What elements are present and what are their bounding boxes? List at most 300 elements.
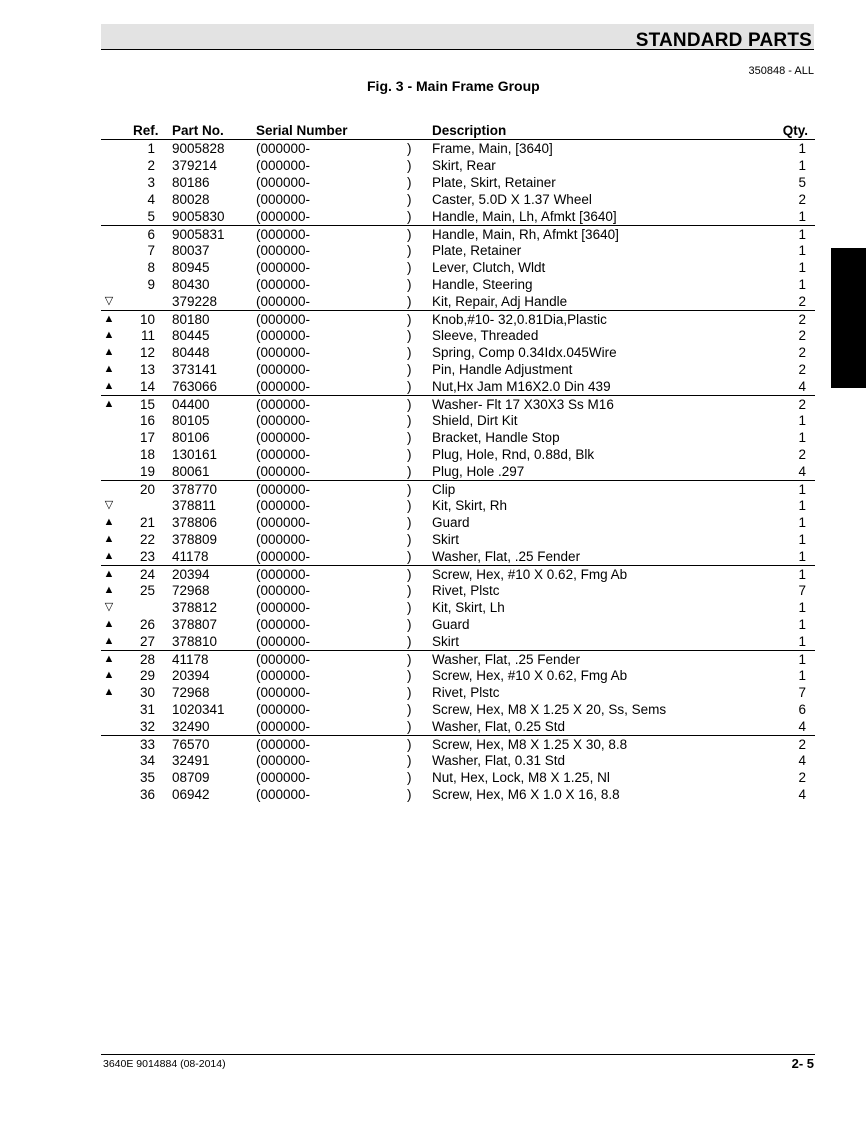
table-row <box>101 735 815 752</box>
row-ref: 17 <box>139 430 155 445</box>
row-quantity: 1 <box>798 515 806 530</box>
row-quantity: 5 <box>798 175 806 190</box>
row-quantity: 1 <box>798 277 806 292</box>
row-quantity: 6 <box>798 702 806 717</box>
row-part-number: 80180 <box>172 312 210 327</box>
row-quantity: 2 <box>798 362 806 377</box>
table-row <box>101 140 815 157</box>
col-desc-header: Description <box>432 123 507 138</box>
row-serial-close: ) <box>407 328 412 343</box>
row-part-number: 80105 <box>172 413 210 428</box>
row-serial-number: (000000- <box>256 277 311 292</box>
table-row <box>101 344 815 361</box>
row-serial-number: (000000- <box>256 312 311 327</box>
row-quantity: 1 <box>798 668 806 683</box>
model-number: 350848 - ALL <box>748 65 814 77</box>
row-part-number: 9005828 <box>172 141 225 156</box>
row-marker: ▲ <box>103 398 115 410</box>
row-ref: 2 <box>147 158 155 173</box>
table-row <box>101 276 815 293</box>
row-description: Plate, Retainer <box>432 243 522 258</box>
table-row <box>101 395 815 412</box>
row-serial-close: ) <box>407 260 412 275</box>
row-ref: 34 <box>139 753 155 768</box>
row-part-number: 20394 <box>172 567 210 582</box>
row-serial-number: (000000- <box>256 328 311 343</box>
row-quantity: 1 <box>798 652 806 667</box>
row-part-number: 378812 <box>172 600 218 615</box>
row-serial-close: ) <box>407 567 412 582</box>
row-marker: ▲ <box>103 550 115 562</box>
row-description: Nut, Hex, Lock, M8 X 1.25, Nl <box>432 770 610 785</box>
row-ref: 14 <box>139 379 155 394</box>
row-serial-number: (000000- <box>256 583 311 598</box>
table-row <box>101 531 815 548</box>
row-part-number: 76570 <box>172 737 210 752</box>
table-row <box>101 174 815 191</box>
row-serial-close: ) <box>407 379 412 394</box>
row-serial-number: (000000- <box>256 702 311 717</box>
row-quantity: 1 <box>798 634 806 649</box>
row-ref: 13 <box>139 362 155 377</box>
table-row <box>101 786 815 803</box>
row-marker: ▲ <box>103 584 115 596</box>
row-ref: 26 <box>139 617 155 632</box>
row-serial-number: (000000- <box>256 209 311 224</box>
row-ref: 23 <box>139 549 155 564</box>
row-marker: ▲ <box>103 568 115 580</box>
row-serial-close: ) <box>407 158 412 173</box>
row-serial-close: ) <box>407 227 412 242</box>
row-marker: ▲ <box>103 618 115 630</box>
row-marker: ▽ <box>104 295 114 307</box>
row-serial-number: (000000- <box>256 482 311 497</box>
row-serial-close: ) <box>407 413 412 428</box>
row-quantity: 1 <box>798 243 806 258</box>
row-serial-number: (000000- <box>256 549 311 564</box>
row-marker: ▲ <box>103 363 115 375</box>
parts-table <box>101 122 815 803</box>
row-quantity: 1 <box>798 227 806 242</box>
row-serial-close: ) <box>407 243 412 258</box>
row-part-number: 04400 <box>172 397 210 412</box>
row-serial-close: ) <box>407 549 412 564</box>
row-serial-close: ) <box>407 532 412 547</box>
row-quantity: 2 <box>798 312 806 327</box>
row-serial-number: (000000- <box>256 532 311 547</box>
row-quantity: 1 <box>798 413 806 428</box>
row-ref: 35 <box>139 770 155 785</box>
row-description: Pin, Handle Adjustment <box>432 362 573 377</box>
row-serial-close: ) <box>407 192 412 207</box>
row-serial-number: (000000- <box>256 464 311 479</box>
table-row <box>101 429 815 446</box>
row-quantity: 1 <box>798 600 806 615</box>
row-quantity: 1 <box>798 482 806 497</box>
row-marker: ▲ <box>103 669 115 681</box>
row-description: Washer- Flt 17 X30X3 Ss M16 <box>432 397 614 412</box>
row-quantity: 7 <box>798 583 806 598</box>
row-part-number: 72968 <box>172 583 210 598</box>
row-quantity: 2 <box>798 737 806 752</box>
row-ref: 20 <box>139 482 155 497</box>
table-row <box>101 225 815 242</box>
row-serial-number: (000000- <box>256 447 311 462</box>
row-description: Washer, Flat, 0.25 Std <box>432 719 566 734</box>
row-part-number: 32491 <box>172 753 210 768</box>
table-row <box>101 752 815 769</box>
row-serial-number: (000000- <box>256 634 311 649</box>
row-serial-close: ) <box>407 312 412 327</box>
row-ref: 9 <box>147 277 155 292</box>
page-number: 2- 5 <box>791 1056 814 1071</box>
row-ref: 8 <box>147 260 155 275</box>
row-serial-close: ) <box>407 668 412 683</box>
row-marker: ▲ <box>103 516 115 528</box>
row-serial-number: (000000- <box>256 719 311 734</box>
row-part-number: 06942 <box>172 787 210 802</box>
row-marker: ▲ <box>103 653 115 665</box>
row-serial-number: (000000- <box>256 397 311 412</box>
row-description: Kit, Skirt, Lh <box>432 600 505 615</box>
row-description: Guard <box>432 617 470 632</box>
row-description: Plug, Hole .297 <box>432 464 525 479</box>
row-part-number: 08709 <box>172 770 210 785</box>
row-serial-close: ) <box>407 600 412 615</box>
row-quantity: 7 <box>798 685 806 700</box>
row-description: Frame, Main, [3640] <box>432 141 553 156</box>
row-serial-close: ) <box>407 464 412 479</box>
section-tab-marker <box>831 248 866 388</box>
row-ref: 12 <box>139 345 155 360</box>
row-marker: ▽ <box>104 601 114 613</box>
row-part-number: 80430 <box>172 277 210 292</box>
row-serial-number: (000000- <box>256 362 311 377</box>
row-description: Skirt <box>432 532 459 547</box>
row-serial-close: ) <box>407 515 412 530</box>
table-row <box>101 378 815 395</box>
row-description: Caster, 5.0D X 1.37 Wheel <box>432 192 592 207</box>
row-serial-close: ) <box>407 482 412 497</box>
row-serial-close: ) <box>407 209 412 224</box>
row-description: Screw, Hex, M8 X 1.25 X 30, 8.8 <box>432 737 628 752</box>
row-ref: 3 <box>147 175 155 190</box>
row-serial-number: (000000- <box>256 158 311 173</box>
row-serial-number: (000000- <box>256 753 311 768</box>
table-row <box>101 327 815 344</box>
row-ref: 7 <box>147 243 155 258</box>
table-row <box>101 667 815 684</box>
row-quantity: 2 <box>798 192 806 207</box>
row-part-number: 72968 <box>172 685 210 700</box>
row-ref: 25 <box>139 583 155 598</box>
row-marker: ▲ <box>103 313 115 325</box>
row-description: Skirt <box>432 634 459 649</box>
row-part-number: 32490 <box>172 719 210 734</box>
table-row <box>101 548 815 565</box>
table-row <box>101 463 815 480</box>
row-ref: 32 <box>139 719 155 734</box>
row-serial-close: ) <box>407 345 412 360</box>
row-quantity: 4 <box>798 753 806 768</box>
row-part-number: 80445 <box>172 328 210 343</box>
row-quantity: 2 <box>798 770 806 785</box>
row-description: Rivet, Plstc <box>432 685 500 700</box>
table-row <box>101 310 815 327</box>
row-marker: ▲ <box>103 686 115 698</box>
row-quantity: 2 <box>798 328 806 343</box>
table-row <box>101 412 815 429</box>
table-row <box>101 769 815 786</box>
row-ref: 31 <box>139 702 155 717</box>
row-serial-close: ) <box>407 583 412 598</box>
row-ref: 15 <box>139 397 155 412</box>
row-ref: 5 <box>147 209 155 224</box>
section-title: STANDARD PARTS <box>635 30 812 51</box>
row-serial-number: (000000- <box>256 652 311 667</box>
row-quantity: 1 <box>798 141 806 156</box>
row-quantity: 2 <box>798 397 806 412</box>
row-serial-close: ) <box>407 702 412 717</box>
table-row <box>101 293 815 310</box>
table-row <box>101 684 815 701</box>
row-quantity: 1 <box>798 617 806 632</box>
row-serial-number: (000000- <box>256 737 311 752</box>
row-part-number: 378770 <box>172 482 218 497</box>
row-quantity: 4 <box>798 379 806 394</box>
row-serial-close: ) <box>407 737 412 752</box>
row-ref: 30 <box>139 685 155 700</box>
row-serial-close: ) <box>407 719 412 734</box>
table-row <box>101 480 815 497</box>
row-serial-close: ) <box>407 753 412 768</box>
row-quantity: 2 <box>798 345 806 360</box>
row-quantity: 1 <box>798 532 806 547</box>
row-ref: 22 <box>139 532 155 547</box>
row-marker: ▲ <box>103 329 115 341</box>
table-row <box>101 718 815 735</box>
table-row <box>101 565 815 582</box>
row-description: Shield, Dirt Kit <box>432 413 518 428</box>
row-part-number: 378811 <box>172 498 217 513</box>
row-part-number: 379228 <box>172 294 218 309</box>
row-quantity: 1 <box>798 498 806 513</box>
row-description: Handle, Main, Lh, Afmkt [3640] <box>432 209 617 224</box>
row-serial-close: ) <box>407 498 412 513</box>
row-serial-number: (000000- <box>256 413 311 428</box>
row-part-number: 763066 <box>172 379 218 394</box>
row-serial-number: (000000- <box>256 243 311 258</box>
row-description: Guard <box>432 515 470 530</box>
row-serial-number: (000000- <box>256 192 311 207</box>
row-ref: 18 <box>139 447 155 462</box>
row-serial-close: ) <box>407 277 412 292</box>
row-serial-number: (000000- <box>256 345 311 360</box>
row-part-number: 41178 <box>172 549 209 564</box>
row-part-number: 80448 <box>172 345 210 360</box>
row-serial-close: ) <box>407 770 412 785</box>
row-ref: 27 <box>139 634 155 649</box>
row-serial-number: (000000- <box>256 294 311 309</box>
row-marker: ▽ <box>104 499 114 511</box>
row-serial-number: (000000- <box>256 430 311 445</box>
footer-rule <box>101 1054 815 1055</box>
row-quantity: 1 <box>798 549 806 564</box>
row-serial-number: (000000- <box>256 175 311 190</box>
row-ref: 4 <box>147 192 155 207</box>
row-part-number: 20394 <box>172 668 210 683</box>
row-quantity: 2 <box>798 447 806 462</box>
row-part-number: 80028 <box>172 192 210 207</box>
table-header <box>101 122 815 140</box>
row-serial-number: (000000- <box>256 567 311 582</box>
row-ref: 11 <box>140 328 155 343</box>
row-marker: ▲ <box>103 635 115 647</box>
row-description: Rivet, Plstc <box>432 583 500 598</box>
row-serial-close: ) <box>407 397 412 412</box>
row-description: Handle, Steering <box>432 277 533 292</box>
row-part-number: 9005831 <box>172 227 225 242</box>
row-quantity: 4 <box>798 464 806 479</box>
table-row <box>101 497 815 514</box>
table-row <box>101 650 815 667</box>
col-ref-header: Ref. <box>133 123 159 138</box>
row-ref: 21 <box>139 515 155 530</box>
row-part-number: 80186 <box>172 175 210 190</box>
row-serial-number: (000000- <box>256 515 311 530</box>
row-part-number: 80945 <box>172 260 210 275</box>
row-part-number: 80106 <box>172 430 210 445</box>
row-part-number: 379214 <box>172 158 218 173</box>
row-quantity: 4 <box>798 787 806 802</box>
row-serial-close: ) <box>407 787 412 802</box>
row-serial-number: (000000- <box>256 498 311 513</box>
table-row <box>101 701 815 718</box>
table-row <box>101 446 815 463</box>
table-row <box>101 191 815 208</box>
row-ref: 36 <box>139 787 155 802</box>
row-description: Lever, Clutch, Wldt <box>432 260 546 275</box>
row-quantity: 1 <box>798 567 806 582</box>
row-quantity: 1 <box>798 430 806 445</box>
table-row <box>101 616 815 633</box>
row-serial-number: (000000- <box>256 787 311 802</box>
row-part-number: 130161 <box>172 447 218 462</box>
row-description: Sleeve, Threaded <box>432 328 539 343</box>
row-serial-number: (000000- <box>256 617 311 632</box>
row-part-number: 80037 <box>172 243 210 258</box>
row-serial-number: (000000- <box>256 600 311 615</box>
table-row <box>101 242 815 259</box>
row-description: Washer, Flat, .25 Fender <box>432 652 581 667</box>
row-quantity: 1 <box>798 209 806 224</box>
row-description: Kit, Repair, Adj Handle <box>432 294 568 309</box>
row-serial-number: (000000- <box>256 668 311 683</box>
row-description: Clip <box>432 482 456 497</box>
table-row <box>101 361 815 378</box>
row-part-number: 373141 <box>172 362 218 377</box>
row-description: Skirt, Rear <box>432 158 496 173</box>
row-description: Plug, Hole, Rnd, 0.88d, Blk <box>432 447 595 462</box>
row-serial-number: (000000- <box>256 227 311 242</box>
table-row <box>101 582 815 599</box>
row-quantity: 1 <box>798 158 806 173</box>
row-part-number: 1020341 <box>172 702 225 717</box>
row-part-number: 80061 <box>172 464 210 479</box>
row-serial-number: (000000- <box>256 260 311 275</box>
row-ref: 16 <box>139 413 155 428</box>
col-serial-header: Serial Number <box>256 123 348 138</box>
table-row <box>101 633 815 650</box>
row-serial-number: (000000- <box>256 141 311 156</box>
row-serial-close: ) <box>407 447 412 462</box>
col-part-header: Part No. <box>172 123 224 138</box>
row-serial-number: (000000- <box>256 379 311 394</box>
row-part-number: 378807 <box>172 617 218 632</box>
row-serial-close: ) <box>407 430 412 445</box>
table-row <box>101 157 815 174</box>
row-description: Kit, Skirt, Rh <box>432 498 508 513</box>
row-marker: ▲ <box>103 346 115 358</box>
row-description: Washer, Flat, .25 Fender <box>432 549 581 564</box>
table-row <box>101 599 815 616</box>
row-marker: ▲ <box>103 380 115 392</box>
row-ref: 29 <box>139 668 155 683</box>
row-description: Nut,Hx Jam M16X2.0 Din 439 <box>432 379 611 394</box>
row-description: Spring, Comp 0.34Idx.045Wire <box>432 345 617 360</box>
row-part-number: 378806 <box>172 515 218 530</box>
row-quantity: 2 <box>798 294 806 309</box>
row-ref: 28 <box>139 652 155 667</box>
row-serial-close: ) <box>407 617 412 632</box>
row-serial-number: (000000- <box>256 770 311 785</box>
row-serial-close: ) <box>407 634 412 649</box>
row-quantity: 4 <box>798 719 806 734</box>
row-serial-number: (000000- <box>256 685 311 700</box>
row-ref: 19 <box>139 464 155 479</box>
row-description: Screw, Hex, #10 X 0.62, Fmg Ab <box>432 567 628 582</box>
table-row <box>101 514 815 531</box>
row-serial-close: ) <box>407 362 412 377</box>
figure-title: Fig. 3 - Main Frame Group <box>367 78 540 94</box>
row-serial-close: ) <box>407 294 412 309</box>
row-description: Handle, Main, Rh, Afmkt [3640] <box>432 227 619 242</box>
row-description: Washer, Flat, 0.31 Std <box>432 753 566 768</box>
row-part-number: 378809 <box>172 532 218 547</box>
row-description: Knob,#10- 32,0.81Dia,Plastic <box>432 312 607 327</box>
row-ref: 6 <box>147 227 155 242</box>
table-body <box>101 140 815 803</box>
row-serial-close: ) <box>407 652 412 667</box>
col-qty-header: Qty. <box>782 123 808 138</box>
row-serial-close: ) <box>407 141 412 156</box>
row-serial-close: ) <box>407 685 412 700</box>
table-row <box>101 208 815 225</box>
row-description: Screw, Hex, #10 X 0.62, Fmg Ab <box>432 668 628 683</box>
row-ref: 1 <box>147 141 155 156</box>
row-part-number: 41178 <box>172 652 209 667</box>
row-ref: 33 <box>139 737 155 752</box>
row-ref: 24 <box>139 567 155 582</box>
table-row <box>101 259 815 276</box>
row-description: Plate, Skirt, Retainer <box>432 175 556 190</box>
row-description: Screw, Hex, M6 X 1.0 X 16, 8.8 <box>432 787 620 802</box>
row-ref: 10 <box>139 312 155 327</box>
row-part-number: 378810 <box>172 634 218 649</box>
footer-doc-id: 3640E 9014884 (08-2014) <box>103 1058 226 1070</box>
row-description: Bracket, Handle Stop <box>432 430 560 445</box>
row-marker: ▲ <box>103 533 115 545</box>
